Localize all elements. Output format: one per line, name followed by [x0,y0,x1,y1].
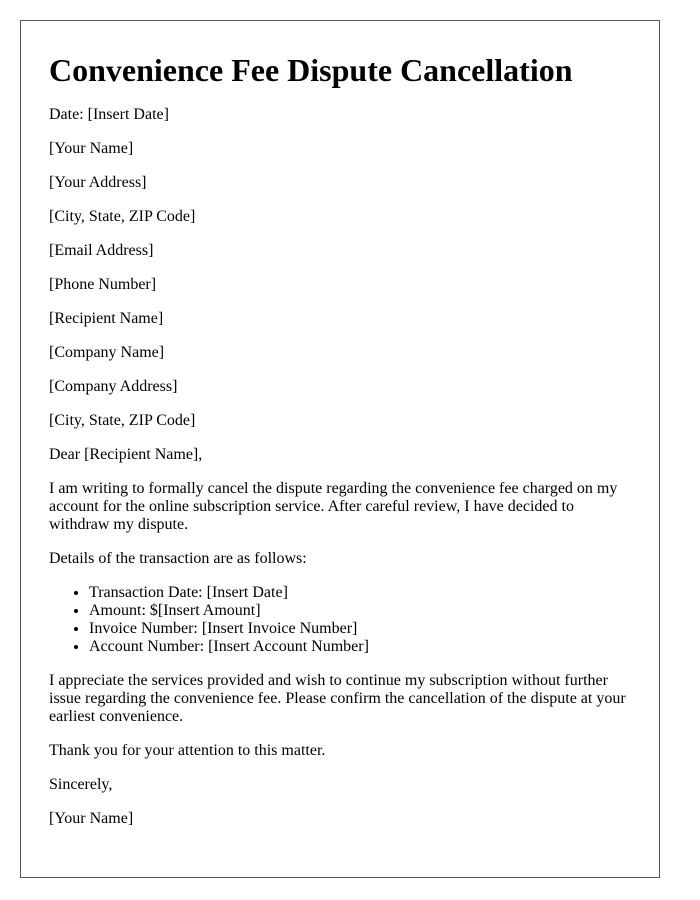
sign-off: Sincerely, [49,776,113,794]
sender-email: [Email Address] [49,242,154,260]
sender-address: [Your Address] [49,174,147,192]
list-item: • Amount: $[Insert Amount] [89,602,631,620]
list-item: • Invoice Number: [Insert Invoice Number] [89,620,631,638]
recipient-company: [Company Name] [49,344,165,362]
recipient-company-address: [Company Address] [49,378,178,396]
closing-paragraph: I appreciate the services provided and wish to continue my subscription without further issue regarding the convenience fee. Please confirm the cancellation of the dispute at your earliest convenience. [49,672,626,726]
sender-city-state-zip: [City, State, ZIP Code] [49,208,196,226]
sender-name: [Your Name] [49,140,134,158]
thanks-line: Thank you for your attention to this matter. [49,742,326,760]
list-item: • Account Number: [Insert Account Number] [89,638,631,656]
letter-page [20,20,660,878]
transaction-details-list [49,584,631,656]
date-line: Date: [Insert Date] [49,106,169,124]
recipient-name: [Recipient Name] [49,310,164,328]
list-item: • Transaction Date: [Insert Date] [89,584,631,602]
letter-title: Convenience Fee Dispute Cancellation [49,52,573,88]
intro-paragraph: I am writing to formally cancel the dispute regarding the convenience fee charged on my account for the online subscription service. After careful review, I have decided to withdraw my dispute. [49,480,618,534]
recipient-city-state-zip: [City, State, ZIP Code] [49,412,196,430]
sender-phone: [Phone Number] [49,276,157,294]
details-heading: Details of the transaction are as follows: [49,550,307,568]
salutation: Dear [Recipient Name], [49,446,203,464]
signature-name: [Your Name] [49,810,134,828]
